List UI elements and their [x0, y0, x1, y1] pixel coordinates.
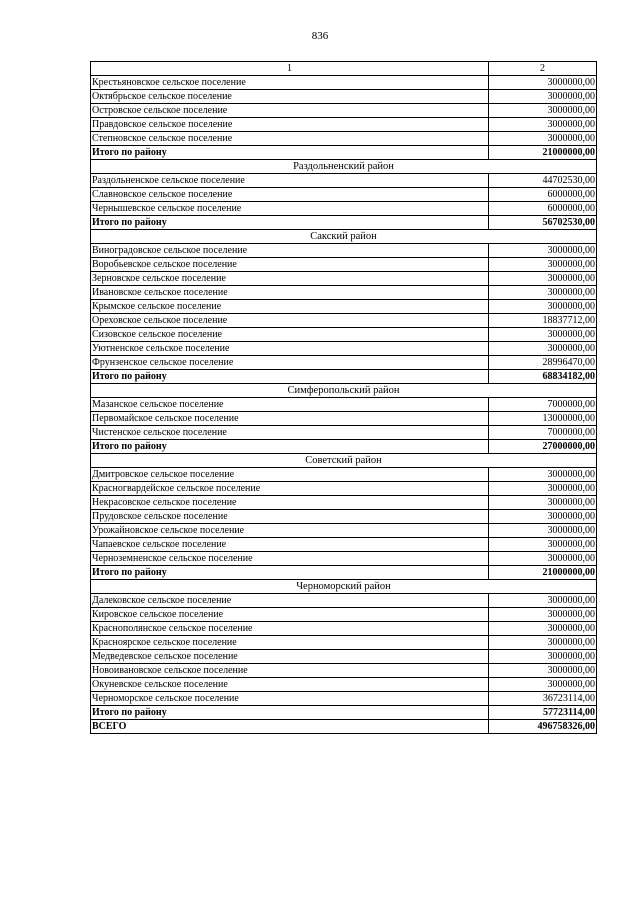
settlement-name: Крымское сельское поселение — [91, 300, 489, 314]
settlement-name: Красноярское сельское поселение — [91, 636, 489, 650]
settlement-amount: 3000000,00 — [489, 496, 597, 510]
settlement-name: Сизовское сельское поселение — [91, 328, 489, 342]
settlement-amount: 28996470,00 — [489, 356, 597, 370]
settlement-amount: 3000000,00 — [489, 328, 597, 342]
settlement-row — [91, 510, 597, 524]
settlement-row — [91, 692, 597, 706]
settlement-amount: 3000000,00 — [489, 104, 597, 118]
total-label: Итого по району — [91, 706, 489, 720]
settlement-amount: 3000000,00 — [489, 342, 597, 356]
settlement-row — [91, 636, 597, 650]
settlement-amount: 3000000,00 — [489, 132, 597, 146]
settlement-amount: 3000000,00 — [489, 636, 597, 650]
header-col-2: 2 — [489, 62, 597, 76]
settlement-name: Зерновское сельское поселение — [91, 272, 489, 286]
district-name: Черноморский район — [91, 580, 597, 594]
settlement-name: Прудовское сельское поселение — [91, 510, 489, 524]
settlement-name: Правдовское сельское поселение — [91, 118, 489, 132]
settlement-amount: 3000000,00 — [489, 76, 597, 90]
settlement-name: Октябрьское сельское поселение — [91, 90, 489, 104]
total-label: Итого по району — [91, 370, 489, 384]
settlement-row — [91, 650, 597, 664]
settlement-name: Раздольненское сельское поселение — [91, 174, 489, 188]
settlement-row — [91, 468, 597, 482]
settlement-amount: 3000000,00 — [489, 258, 597, 272]
settlement-name: Черноземненское сельское поселение — [91, 552, 489, 566]
total-row — [91, 146, 597, 160]
settlement-row — [91, 244, 597, 258]
header-col-1: 1 — [91, 62, 489, 76]
settlement-row — [91, 608, 597, 622]
settlement-row — [91, 328, 597, 342]
district-name: Симферопольский район — [91, 384, 597, 398]
settlement-amount: 3000000,00 — [489, 286, 597, 300]
settlement-row — [91, 314, 597, 328]
total-row — [91, 720, 597, 734]
total-amount: 68834182,00 — [489, 370, 597, 384]
settlement-name: Чапаевское сельское поселение — [91, 538, 489, 552]
district-header-row — [91, 160, 597, 174]
settlement-name: Мазанское сельское поселение — [91, 398, 489, 412]
total-row — [91, 370, 597, 384]
total-amount: 21000000,00 — [489, 566, 597, 580]
district-name: Раздольненский район — [91, 160, 597, 174]
settlement-row — [91, 342, 597, 356]
settlement-amount: 13000000,00 — [489, 412, 597, 426]
district-header-row — [91, 384, 597, 398]
settlement-name: Островское сельское поселение — [91, 104, 489, 118]
settlement-name: Воробьевское сельское поселение — [91, 258, 489, 272]
settlement-row — [91, 188, 597, 202]
settlement-amount: 18837712,00 — [489, 314, 597, 328]
settlement-amount: 6000000,00 — [489, 188, 597, 202]
settlement-name: Кировское сельское поселение — [91, 608, 489, 622]
total-amount: 21000000,00 — [489, 146, 597, 160]
settlement-amount: 3000000,00 — [489, 90, 597, 104]
settlement-amount: 36723114,00 — [489, 692, 597, 706]
settlement-amount: 3000000,00 — [489, 272, 597, 286]
settlement-amount: 3000000,00 — [489, 510, 597, 524]
settlement-row — [91, 132, 597, 146]
district-name: Сакский район — [91, 230, 597, 244]
total-label: Итого по району — [91, 440, 489, 454]
settlement-row — [91, 664, 597, 678]
total-label: Итого по району — [91, 566, 489, 580]
settlement-row — [91, 412, 597, 426]
settlement-amount: 3000000,00 — [489, 594, 597, 608]
settlement-amount: 3000000,00 — [489, 118, 597, 132]
settlement-amount: 3000000,00 — [489, 482, 597, 496]
settlement-amount: 7000000,00 — [489, 398, 597, 412]
settlement-row — [91, 272, 597, 286]
settlement-row — [91, 174, 597, 188]
total-label: Итого по району — [91, 216, 489, 230]
page-number: 836 — [311, 30, 329, 42]
settlement-amount: 3000000,00 — [489, 538, 597, 552]
total-label: ВСЕГО — [91, 720, 489, 734]
settlement-row — [91, 286, 597, 300]
settlement-name: Дмитровское сельское поселение — [91, 468, 489, 482]
total-amount: 496758326,00 — [489, 720, 597, 734]
settlement-amount: 3000000,00 — [489, 524, 597, 538]
header-row — [91, 62, 597, 76]
settlement-row — [91, 678, 597, 692]
settlement-row — [91, 118, 597, 132]
settlement-name: Крестьяновское сельское поселение — [91, 76, 489, 90]
settlement-row — [91, 356, 597, 370]
settlement-row — [91, 398, 597, 412]
settlement-name: Фрунзенское сельское поселение — [91, 356, 489, 370]
total-row — [91, 706, 597, 720]
settlement-amount: 7000000,00 — [489, 426, 597, 440]
settlement-name: Окуневское сельское поселение — [91, 678, 489, 692]
settlement-row — [91, 524, 597, 538]
settlement-name: Ореховское сельское поселение — [91, 314, 489, 328]
settlement-name: Некрасовское сельское поселение — [91, 496, 489, 510]
settlement-name: Урожайновское сельское поселение — [91, 524, 489, 538]
total-row — [91, 440, 597, 454]
budget-table — [90, 61, 597, 734]
settlement-name: Славновское сельское поселение — [91, 188, 489, 202]
settlement-name: Виноградовское сельское поселение — [91, 244, 489, 258]
settlement-amount: 44702530,00 — [489, 174, 597, 188]
settlement-name: Далековское сельское поселение — [91, 594, 489, 608]
settlement-name: Ивановское сельское поселение — [91, 286, 489, 300]
settlement-amount: 3000000,00 — [489, 664, 597, 678]
settlement-row — [91, 496, 597, 510]
settlement-amount: 3000000,00 — [489, 650, 597, 664]
settlement-name: Чернышевское сельское поселение — [91, 202, 489, 216]
settlement-row — [91, 552, 597, 566]
total-row — [91, 216, 597, 230]
settlement-amount: 3000000,00 — [489, 622, 597, 636]
settlement-row — [91, 76, 597, 90]
settlement-amount: 3000000,00 — [489, 678, 597, 692]
settlement-name: Первомайское сельское поселение — [91, 412, 489, 426]
settlement-row — [91, 104, 597, 118]
settlement-name: Краснополянское сельское поселение — [91, 622, 489, 636]
settlement-amount: 3000000,00 — [489, 552, 597, 566]
settlement-row — [91, 300, 597, 314]
settlement-row — [91, 90, 597, 104]
settlement-name: Красногвардейское сельское поселение — [91, 482, 489, 496]
settlement-name: Новоивановское сельское поселение — [91, 664, 489, 678]
district-name: Советский район — [91, 454, 597, 468]
table-body — [91, 76, 597, 734]
settlement-amount: 6000000,00 — [489, 202, 597, 216]
total-amount: 56702530,00 — [489, 216, 597, 230]
settlement-amount: 3000000,00 — [489, 468, 597, 482]
district-header-row — [91, 454, 597, 468]
settlement-amount: 3000000,00 — [489, 608, 597, 622]
settlement-row — [91, 258, 597, 272]
settlement-row — [91, 594, 597, 608]
total-label: Итого по району — [91, 146, 489, 160]
settlement-row — [91, 202, 597, 216]
settlement-name: Уютненское сельское поселение — [91, 342, 489, 356]
total-amount: 27000000,00 — [489, 440, 597, 454]
settlement-amount: 3000000,00 — [489, 300, 597, 314]
district-header-row — [91, 580, 597, 594]
district-header-row — [91, 230, 597, 244]
settlement-name: Чистенское сельское поселение — [91, 426, 489, 440]
settlement-amount: 3000000,00 — [489, 244, 597, 258]
settlement-row — [91, 482, 597, 496]
total-amount: 57723114,00 — [489, 706, 597, 720]
settlement-name: Степновское сельское поселение — [91, 132, 489, 146]
settlement-row — [91, 538, 597, 552]
settlement-name: Медведевское сельское поселение — [91, 650, 489, 664]
total-row — [91, 566, 597, 580]
settlement-name: Черноморское сельское поселение — [91, 692, 489, 706]
settlement-row — [91, 622, 597, 636]
settlement-row — [91, 426, 597, 440]
